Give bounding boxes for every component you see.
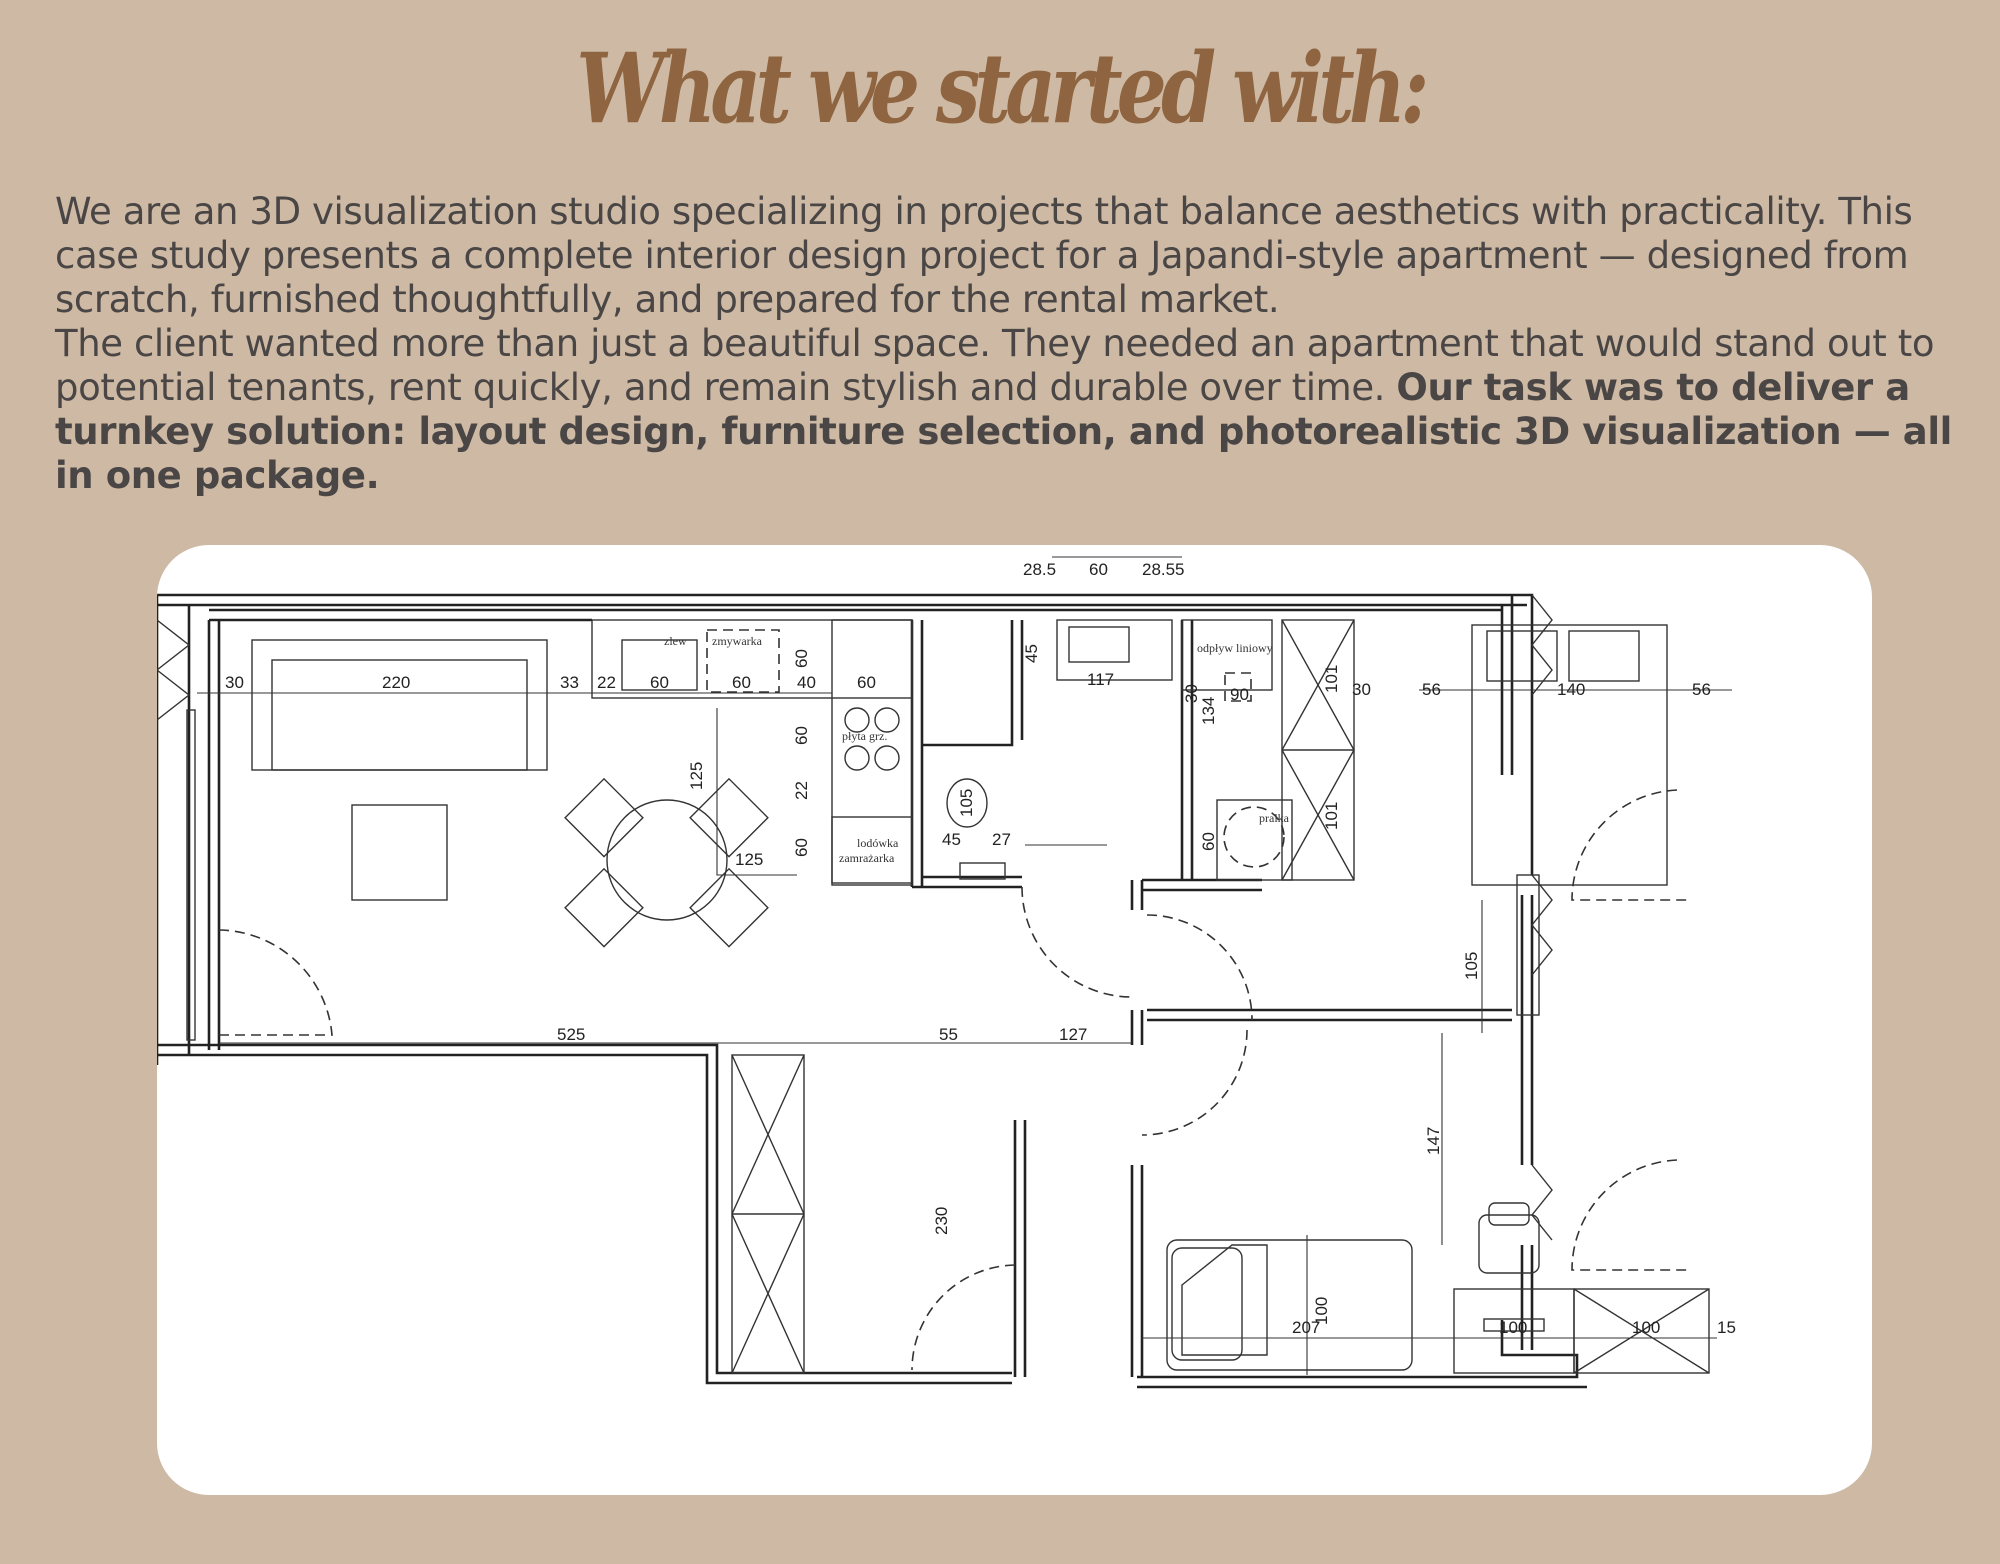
dim-label: 101 [1322,801,1341,830]
dim-label: 55 [939,1025,958,1044]
dim-label: 105 [957,788,976,817]
dim-label: 15 [1717,1318,1736,1337]
dim-label: 101 [1322,664,1341,693]
intro-text [55,190,1985,498]
dim-label: 140 [1557,680,1586,699]
dim-label: 60 [857,673,876,692]
dim-label: 40 [797,673,816,692]
dim-label: 5 [1175,560,1185,579]
dim-label: 525 [557,1025,586,1044]
dim-label: 60 [1199,832,1218,851]
intro-paragraph-2 [55,322,1985,498]
dim-label: 100 [1312,1296,1331,1325]
fixture-labels [664,634,1290,865]
hob-label: płyta grz. [842,729,888,743]
floor-plan [157,545,1872,1495]
dim-label: 45 [942,830,961,849]
dim-label: 56 [1422,680,1441,699]
dim-label: 230 [932,1206,951,1235]
walls [157,595,1587,1387]
dim-label: 117 [1087,670,1115,689]
dim-label: 28.5 [1142,560,1176,579]
dim-label: 60 [792,649,811,668]
dim-label: 30 [225,673,244,692]
furniture [252,620,1709,1373]
dim-label: 60 [650,673,669,692]
dim-label: 45 [1022,644,1041,663]
dim-label: 100 [1632,1318,1661,1337]
extractor-label: odpływ liniowy [1197,641,1273,655]
dim-label: 22 [597,673,616,692]
dim-label: 207 [1292,1318,1321,1337]
dim-label: 60 [732,673,751,692]
page-title: What we started with: [576,32,1424,145]
dim-label: 125 [687,761,706,790]
dim-label: 127 [1059,1025,1088,1044]
intro-paragraph-1: We are an 3D visualization studio specializing in projects that balance aesthetics with practicality. This case study presents a complete interior design project for a Japandi-style apartment — designed from scratch, furnished thoughtfully, and prepared for the rental market. [55,190,1913,321]
dim-label: 56 [1692,680,1711,699]
dim-label: 28.5 [1023,560,1057,579]
dishwasher-label: zmywarka [712,634,762,648]
dim-label: 60 [1089,560,1108,579]
dim-label: 134 [1199,696,1218,725]
dim-label: 90 [1230,685,1249,704]
dim-label: 100 [1499,1318,1528,1337]
dim-label: 60 [792,726,811,745]
dim-label: 147 [1424,1126,1443,1155]
dim-label: 30 [1182,684,1201,703]
dim-label: 30 [1352,680,1371,699]
dim-label: 33 [560,673,579,692]
sink-label: zlew [664,634,687,648]
intro-paragraph-2-bold: Our task was to deliver a turnkey solution: layout design, furniture selection, and photorealistic 3D visualization — all in one package. [55,366,1952,497]
floor-plan-card [157,545,1872,1495]
fridge-label-1: lodówka [857,836,899,850]
washer-label: pralka [1259,811,1289,825]
fridge-label-2: zamrażarka [839,851,895,865]
dim-label: 27 [992,830,1011,849]
dimension-labels [225,560,1736,1337]
dim-label: 125 [735,850,764,869]
dim-label: 60 [792,838,811,857]
intro-paragraph-2-regular: The client wanted more than just a beautiful space. They needed an apartment that would stand out to potential tenants, rent quickly, and remain stylish and durable over time. [55,322,1935,409]
dim-label: 105 [1462,951,1481,980]
dim-label: 22 [792,781,811,800]
dim-label: 220 [382,673,411,692]
